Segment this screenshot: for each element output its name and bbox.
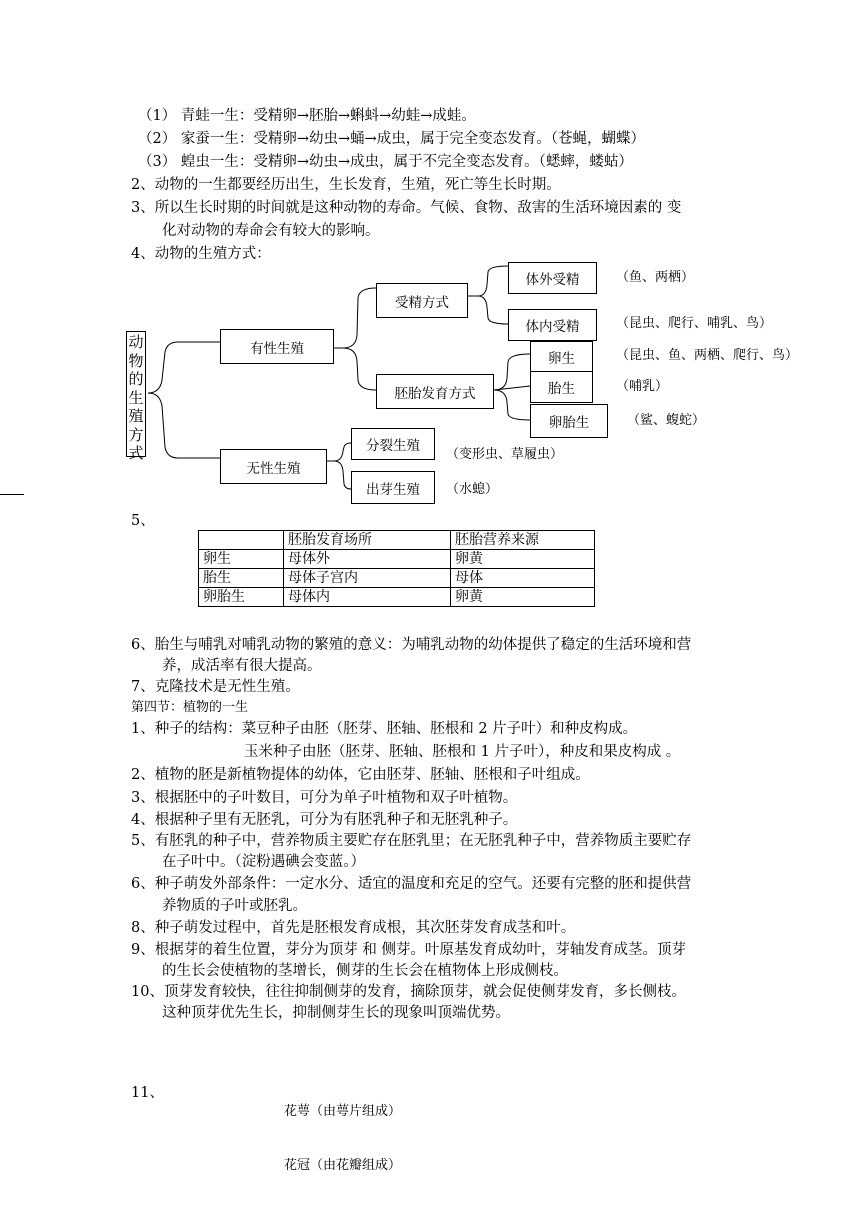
item-6-line: 6、胎生与哺乳对哺乳动物的繁殖的意义：为哺乳动物的幼体提供了稳定的生活环境和营 <box>131 637 692 653</box>
plant-item-9: 9、根据芽的着生位置，芽分为顶芽 和 侧芽。叶原基发育成幼叶，芽轴发育成茎。顶芽 <box>131 942 686 958</box>
reproduction-table <box>198 530 595 607</box>
item-6-continuation: 养，成活率有很大提高。 <box>162 658 322 674</box>
plant-item-5-continuation: 在子叶中。（淀粉遇碘会变蓝。） <box>162 854 365 870</box>
external-fertilization-box: 体外受精 <box>508 262 597 294</box>
embryo-development-box: 胚胎发育方式 <box>376 374 494 409</box>
margin-mark <box>0 494 24 495</box>
plant-item-5: 5、有胚乳的种子中，营养物质主要贮存在胚乳里；在无胚乳种子中，营养物质主要贮存 <box>131 833 692 849</box>
plant-item-1: 1、种子的结构：菜豆种子由胚（胚芽、胚轴、胚根和 2 片子叶）和种皮构成。 <box>131 721 638 737</box>
table-cell: 胎生 <box>199 569 284 588</box>
plant-item-1-corn: 玉米种子由胚（胚芽、胚轴、胚根和 1 片子叶），种皮和果皮构成 。 <box>244 744 681 760</box>
sexual-reproduction-box: 有性生殖 <box>220 329 334 364</box>
root-box: 动物的生殖方式 <box>126 331 146 457</box>
locust-life-line: （3） 蝗虫一生：受精卵→幼虫→成虫，属于不完全变态发育。（蟋蟀，蝼蛄） <box>138 154 633 170</box>
table-cell: 母体子宫内 <box>284 569 451 588</box>
table-cell: 母体外 <box>284 550 451 569</box>
table-cell: 胚胎发育场所 <box>284 531 451 550</box>
table-cell <box>199 531 284 550</box>
plant-item-10-continuation: 这种顶芽优先生长，抑制侧芽生长的现象叫顶端优势。 <box>162 1005 510 1021</box>
plant-item-9-continuation: 的生长会使植物的茎增长，侧芽的生长会在植物体上形成侧枝。 <box>162 963 568 979</box>
table-cell: 卵生 <box>199 550 284 569</box>
plant-item-6-continuation: 养物质的子叶或胚乳。 <box>162 898 307 914</box>
item-11-label: 11、 <box>131 1085 164 1101</box>
table-cell: 母体 <box>451 569 595 588</box>
table-cell: 卵黄 <box>451 550 595 569</box>
frog-life-line: （1） 青蛙一生：受精卵→胚胎→蝌蚪→幼蛙→成蛙。 <box>138 108 476 124</box>
oviparous-box: 卵生 <box>530 341 593 373</box>
table-cell: 卵黄 <box>451 588 595 607</box>
plant-item-10: 10、顶芽发育较快，往往抑制侧芽的发育，摘除顶芽，就会促使侧芽发育，多长侧枝。 <box>131 984 686 1000</box>
plant-item-2: 2、植物的胚是新植物提体的幼体，它由胚芽、胚轴、胚根和子叶组成。 <box>131 767 590 783</box>
item-2-line: 2、动物的一生都要经历出生，生长发育，生殖，死亡等生长时期。 <box>131 177 561 193</box>
corolla-label: 花冠（由花瓣组成） <box>284 1158 402 1173</box>
plant-item-8: 8、种子萌发过程中，首先是胚根发育成根，其次胚芽发育成茎和叶。 <box>131 920 576 936</box>
plant-item-4: 4、根据种子里有无胚乳，可分为有胚乳种子和无胚乳种子。 <box>131 812 518 828</box>
internal-note: （昆虫、爬行、哺乳、鸟） <box>616 316 773 331</box>
table-header-row <box>199 531 595 550</box>
calyx-label: 花萼（由萼片组成） <box>284 1104 402 1119</box>
budding-box: 出芽生殖 <box>351 471 435 504</box>
plant-item-3: 3、根据胚中的子叶数目，可分为单子叶植物和双子叶植物。 <box>131 790 518 806</box>
table-cell: 母体内 <box>284 588 451 607</box>
table-row <box>199 588 595 607</box>
oviparous-note: （昆虫、鱼、两栖、爬行、鸟） <box>616 348 799 363</box>
viviparous-box: 胎生 <box>530 371 593 403</box>
fission-note: （变形虫、草履虫） <box>446 447 564 462</box>
plant-item-6: 6、种子萌发外部条件：一定水分、适宜的温度和充足的空气。还要有完整的胚和提供营 <box>131 876 692 892</box>
table-cell: 胚胎营养来源 <box>451 531 595 550</box>
table-row <box>199 569 595 588</box>
item-3-continuation: 化对动物的寿命会有较大的影响。 <box>162 223 380 239</box>
external-note: （鱼、两栖） <box>616 270 695 285</box>
internal-fertilization-box: 体内受精 <box>508 309 597 341</box>
table-row <box>199 550 595 569</box>
fertilization-method-box: 受精方式 <box>376 283 468 318</box>
item-3-line: 3、所以生长时期的时间就是这种动物的寿命。气候、食物、敌害的生活环境因素的 变 <box>131 200 682 216</box>
item-4-line: 4、动物的生殖方式： <box>131 246 271 262</box>
viviparous-note: （哺乳） <box>616 379 669 394</box>
silkworm-life-line: （2） 家蚕一生：受精卵→幼虫→蛹→成虫，属于完全变态发育。（苍蝇，蝴蝶） <box>138 131 646 147</box>
item-5-label: 5、 <box>131 513 155 529</box>
item-7-line: 7、克隆技术是无性生殖。 <box>131 679 300 695</box>
table-cell: 卵胎生 <box>199 588 284 607</box>
budding-note: （水螅） <box>446 482 499 497</box>
section-title: 第四节：植物的一生 <box>131 700 249 715</box>
asexual-reproduction-box: 无性生殖 <box>220 449 327 484</box>
ovoviviparous-note: （鲨、蝮蛇） <box>627 413 706 428</box>
fission-box: 分裂生殖 <box>351 428 435 460</box>
ovoviviparous-box: 卵胎生 <box>530 404 608 438</box>
